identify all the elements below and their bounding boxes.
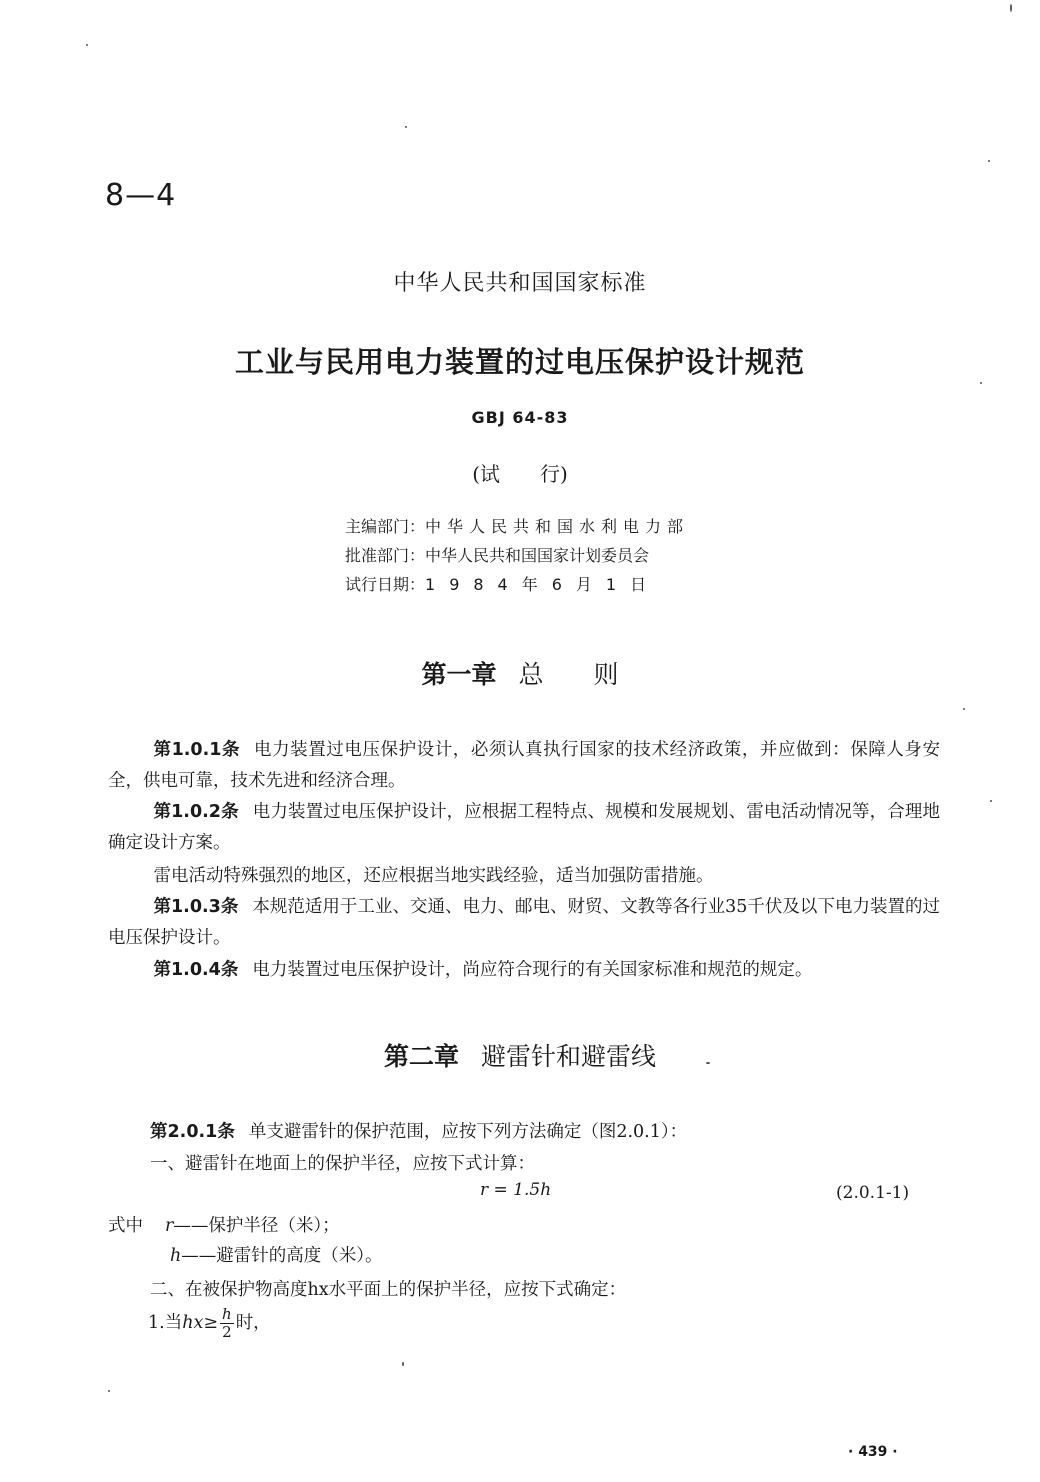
meta-date-value: 1984年6月1日 xyxy=(425,575,661,594)
article-2-0-1 xyxy=(150,1118,687,1143)
meta-date xyxy=(345,572,660,595)
item-1: 一、避雷针在地面上的保护半径，应按下式计算： xyxy=(150,1154,535,1174)
article-number: 第1.0.3条 xyxy=(153,897,239,917)
scan-speck xyxy=(405,126,407,128)
article-1-0-3 xyxy=(108,892,940,954)
definition-h xyxy=(170,1242,383,1267)
def-h-text: ——避雷针的高度（米）。 xyxy=(181,1246,383,1266)
chapter-1-title: 总 则 xyxy=(518,660,619,689)
meta-editor xyxy=(345,514,689,537)
condition-1 xyxy=(148,1306,271,1341)
scan-speck xyxy=(402,1362,404,1366)
page-number: · 439 · xyxy=(848,1444,898,1460)
article-text: 电力装置过电压保护设计，必须认真执行国家的技术经济政策，并应做到：保障人身安全，供电可靠，技术先进和经济合理。 xyxy=(108,740,940,791)
article-text: 电力装置过电压保护设计，尚应符合现行的有关国家标准和规范的规定。 xyxy=(252,960,813,980)
meta-editor-value: 中华人民共和国水利电力部 xyxy=(425,517,690,536)
definitions xyxy=(108,1212,340,1237)
def-r-text: ——保护半径（米）； xyxy=(173,1216,340,1236)
chapter-1-number: 第一章 xyxy=(421,660,497,689)
scan-speck xyxy=(86,44,88,46)
article-text: 单支避雷针的保护范围，应按下列方法确定（图2.0.1）： xyxy=(248,1122,688,1142)
chapter-1-heading xyxy=(0,655,1040,691)
condition-fraction xyxy=(220,1306,234,1341)
meta-approver-label: 批准部门： xyxy=(345,546,426,565)
formula-number: (2.0.1-1) xyxy=(836,1183,910,1203)
scan-speck xyxy=(963,708,965,710)
condition-suffix: 时， xyxy=(235,1313,271,1333)
formula-2-0-1-1: r = 1.5h xyxy=(480,1180,552,1200)
scan-speck xyxy=(1010,4,1012,12)
article-1-0-4 xyxy=(108,955,940,986)
article-text: 雷电活动特殊强烈的地区，还应根据当地实践经验，适当加强防雷措施。 xyxy=(153,866,714,886)
where-label: 式中 xyxy=(108,1216,143,1236)
chapter-2-number: 第二章 xyxy=(383,1042,459,1071)
def-r-symbol: r xyxy=(165,1216,174,1236)
article-number: 第2.0.1条 xyxy=(150,1122,235,1142)
article-text: 本规范适用于工业、交通、电力、邮电、财贸、文教等各行业35千伏及以下电力装置的过电压保护设计。 xyxy=(108,897,941,948)
document-title: 工业与民用电力装置的过电压保护设计规范 xyxy=(234,345,805,379)
national-standard-heading: 中华人民共和国国家标准 xyxy=(393,271,647,296)
article-number: 第1.0.4条 xyxy=(153,960,239,980)
trial-note: (试 行) xyxy=(472,462,568,486)
fraction-numerator: h xyxy=(222,1305,232,1323)
article-1-0-2 xyxy=(108,797,940,859)
condition-op: ≥ xyxy=(203,1313,219,1333)
chapter-2-heading xyxy=(0,1037,1040,1073)
scan-speck xyxy=(108,1390,110,1392)
chapter-2-title: 避雷针和避雷线 xyxy=(481,1042,657,1071)
meta-approver xyxy=(345,543,649,566)
meta-editor-label: 主编部门： xyxy=(345,517,426,536)
scan-speck xyxy=(988,160,990,162)
scan-speck xyxy=(990,800,992,802)
article-1-0-1 xyxy=(108,735,940,797)
article-text: 电力装置过电压保护设计，应根据工程特点、规模和发展规划、雷电活动情况等，合理地确定设计方案。 xyxy=(108,802,941,853)
condition-var: hx xyxy=(182,1313,204,1333)
def-h-symbol: h xyxy=(170,1246,182,1266)
article-number: 第1.0.1条 xyxy=(153,740,241,760)
fraction-denominator: 2 xyxy=(222,1323,232,1341)
standard-code: GBJ 64-83 xyxy=(471,408,569,427)
section-number: 8—4 xyxy=(105,178,177,213)
meta-approver-value: 中华人民共和国国家计划委员会 xyxy=(425,546,650,565)
article-number: 第1.0.2条 xyxy=(153,802,239,822)
condition-prefix: 1.当 xyxy=(148,1313,183,1333)
meta-date-label: 试行日期： xyxy=(345,575,426,594)
item-2: 二、在被保护物高度hx水平面上的保护半径，应按下式确定： xyxy=(150,1280,627,1300)
scan-speck xyxy=(980,382,982,384)
article-1-0-2-note xyxy=(108,861,940,892)
